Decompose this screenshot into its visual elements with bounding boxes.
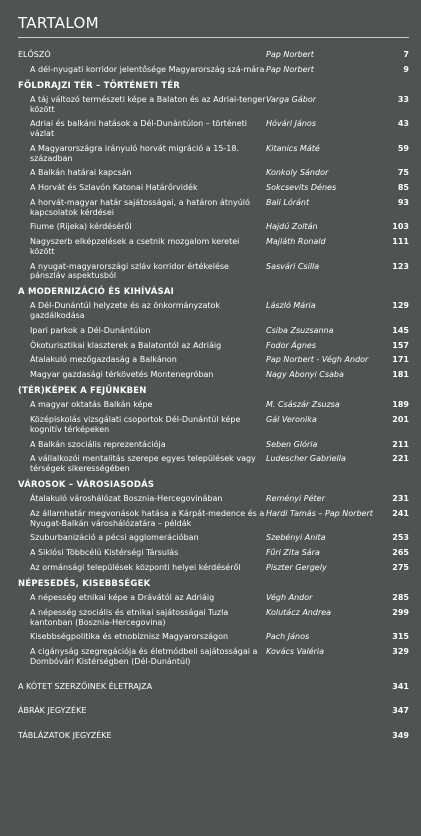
toc-entry-title: Szuburbanizáció a pécsi agglomerációban (30, 533, 199, 543)
toc-entry-page: 157 (392, 340, 409, 350)
toc-entry-page: 129 (392, 301, 409, 311)
toc-entry-author: Sokcsevits Dénes (266, 183, 337, 193)
toc-entry-author: Nagy Abonyi Csaba (266, 370, 344, 380)
toc-entry-title: Az ormánsági települések központi helyei kérdéséről (30, 562, 241, 572)
toc-section-heading: NÉPESEDÉS, KISEBBSÉGEK (18, 578, 151, 589)
toc-entry[interactable] (18, 563, 409, 573)
toc-entry[interactable] (18, 494, 409, 504)
toc-entry-title: A Siklósi Többcélú Kistérségi Társulás (30, 548, 179, 558)
toc-entry-author: Pap Norbert (266, 64, 314, 74)
toc-entry-author: Majláth Ronald (266, 237, 326, 247)
toc-section (18, 579, 409, 667)
toc-entry-title: A horvát-magyar határ sajátosságai, a határon átnyúló kapcsolatok kérdései (30, 197, 250, 217)
toc-entry[interactable] (18, 183, 409, 193)
toc-entry-title: A nyugat-magyarországi szláv korridor értékelése pánszláv aspektusból (30, 261, 229, 281)
toc-entry-title: A Magyarországra irányuló horvát migráció a 15-18. században (30, 143, 240, 163)
toc-entry-title: Középiskolás vizsgálati csoportok Dél-Dunántúl képe kognitív térképeken (30, 415, 241, 434)
toc-entry-page: 299 (392, 607, 409, 617)
toc-entry-author: Bali Lóránt (266, 197, 310, 207)
toc-entry-author: Gál Veronika (266, 415, 317, 425)
toc-entry-author: Hardi Tamás – Pap Norbert (266, 508, 373, 518)
toc-entry[interactable] (18, 222, 409, 232)
toc-entry-author: M. Császár Zsuzsa (266, 400, 340, 410)
toc-entry[interactable] (18, 168, 409, 178)
toc-entry[interactable] (18, 400, 409, 410)
toc-entry-title: A táj változó természeti képe a Balaton és az Adriai-tenger között (30, 94, 266, 114)
toc-entry-author: Hóvári János (266, 119, 316, 129)
toc-entry-page: 85 (397, 183, 409, 193)
toc-entry-author: László Mária (266, 301, 316, 311)
toc-entry[interactable] (18, 647, 409, 667)
toc-entry-page: 265 (392, 548, 409, 558)
toc-entry[interactable] (18, 301, 409, 321)
toc-entry[interactable] (18, 355, 409, 365)
toc-entry-title: Átalakuló mezőgazdaság a Balkánon (30, 355, 177, 365)
toc-entry-title: A népesség szociális és etnikai sajátosságai Tuzla kantonban (Bosznia-Hercegovina) (30, 607, 229, 627)
toc-entry[interactable] (18, 65, 409, 75)
toc-entry[interactable] (18, 119, 409, 139)
toc-entry-title: Az államhatár megvonások hatása a Kárpát-medence és a Nyugat-Balkán városhálózatára – példák (30, 508, 265, 528)
toc-entry-page: 123 (392, 261, 409, 271)
toc-end-title: A KÖTET SZERZŐINEK ÉLETRAJZA (18, 681, 153, 691)
toc-entry[interactable] (18, 533, 409, 543)
toc-entry-title: Magyar gazdasági térkövetés Montenegróban (30, 370, 214, 380)
toc-entry[interactable] (18, 440, 409, 450)
toc-end-title: TÁBLÁZATOK JEGYZÉKE (18, 731, 112, 741)
toc-entry-page: 241 (392, 508, 409, 518)
toc-entry-page: 181 (392, 370, 409, 380)
toc-preface-page: 7 (403, 50, 409, 59)
toc-entry-page: 75 (397, 168, 409, 178)
toc-entry-author: Kolutácz Andrea (266, 607, 332, 617)
toc-entry[interactable] (18, 548, 409, 558)
toc-preface-row[interactable] (18, 50, 409, 60)
toc-entry-title: A cigányság szegregációja és életmódbeli sajátosságai a Dombóvári Kistérségben (Dél-Dunántúl) (30, 647, 258, 666)
toc-end-row[interactable] (18, 682, 409, 692)
toc-entry-author: Varga Gábor (266, 94, 317, 104)
page-title: TARTALOM (18, 14, 99, 32)
toc-entry-author: Piszter Gergely (266, 562, 327, 572)
toc-entry-page: 171 (392, 355, 409, 365)
toc-entry-author: Seben Glória (266, 439, 318, 449)
toc-entry-page: 285 (392, 593, 409, 603)
toc-entry[interactable] (18, 198, 409, 218)
toc-entry-page: 253 (392, 533, 409, 543)
toc-entry[interactable] (18, 415, 409, 435)
toc-entry[interactable] (18, 262, 409, 282)
toc-entry-page: 103 (392, 222, 409, 232)
toc-entry-title: A Balkán határai kapcsán (30, 168, 132, 178)
toc-entry[interactable] (18, 144, 409, 164)
toc-entry-page: 275 (392, 562, 409, 572)
toc-section (18, 480, 409, 573)
toc-end-page: 341 (392, 681, 409, 691)
toc-entry-page: 111 (392, 237, 409, 247)
toc-entry-page: 59 (397, 143, 409, 153)
toc-entry[interactable] (18, 593, 409, 603)
toc-entry[interactable] (18, 454, 409, 474)
toc-section-heading: FÖLDRAJZI TÉR – TÖRTÉNETI TÉR (18, 80, 180, 91)
toc-end-title: ÁBRÁK JEGYZÉKE (18, 706, 87, 716)
toc-entry-title: A magyar oktatás Balkán képe (30, 400, 153, 410)
toc-entry-author: Csiba Zsuzsanna (266, 325, 334, 335)
toc-end-row[interactable] (18, 731, 409, 741)
toc-entry[interactable] (18, 509, 409, 529)
toc-preface-title: ELŐSZÓ (18, 50, 51, 59)
toc-entry-author: Sasvári Csilla (266, 261, 320, 271)
title-divider (18, 37, 409, 38)
toc-section (18, 81, 409, 282)
toc-end-page: 347 (392, 706, 409, 716)
toc-entry-author: Fodor Ágnes (266, 340, 317, 350)
toc-entry-page: 189 (392, 400, 409, 410)
toc-entry-title: Adriai és balkáni hatások a Dél-Dunántúlon – történeti vázlat (30, 119, 248, 139)
toc-entry-page: 145 (392, 325, 409, 335)
toc-section (18, 287, 409, 380)
toc-entry-title: Ipari parkok a Dél-Dunántúlon (30, 325, 151, 335)
toc-section (18, 386, 409, 474)
toc-entry[interactable] (18, 95, 409, 115)
toc-entry-title: Nagyszerb elképzelések a csetnik mozgalom keretei között (30, 237, 240, 256)
toc-section-heading: A MODERNIZÁCIÓ ÉS KIHÍVÁSAI (18, 287, 174, 298)
toc-entry-title: A vállalkozói mentalitás szerepe egyes települések vagy térségek sikerességében (30, 454, 256, 474)
toc-entry-page: 231 (392, 494, 409, 504)
toc-section-heading: (TÉR)KÉPEK A FEJÜNKBEN (18, 385, 147, 396)
toc-entry-page: 33 (397, 94, 409, 104)
toc-entry-author: Kitanics Máté (266, 143, 320, 153)
toc-entry-author: Pap Norbert - Végh Andor (266, 355, 369, 365)
toc-entry-author: Fűri Zita Sára (266, 548, 320, 558)
toc-entry-title: Ökoturisztikai klaszterek a Balatontól az Adriáig (30, 340, 222, 350)
toc-preface-author: Pap Norbert (266, 50, 314, 59)
toc-entry-title: A dél-nyugati korridor jelentősége Magyarország szá-mára (30, 64, 265, 74)
toc-section-heading: VÁROSOK – VÁROSIASODÁS (18, 479, 155, 490)
toc-entry-page: 93 (397, 197, 409, 207)
toc-entry-author: Ludescher Gabriella (266, 454, 346, 464)
toc-entry[interactable] (18, 608, 409, 628)
toc-entry[interactable] (18, 632, 409, 642)
toc-entry-title: A Dél-Dunántúl helyzete és az önkormányzatok gazdálkodása (30, 301, 221, 321)
toc-entry-title: A Horvát és Szlavón Katonai Határőrvidék (30, 183, 198, 193)
toc-entry-page: 221 (392, 454, 409, 464)
toc-entry-title: A Balkán szociális reprezentációja (30, 439, 166, 449)
toc-entry-title: Fiume (Rijeka) kérdéséről (30, 222, 132, 232)
toc-entry-author: Konkoly Sándor (266, 168, 329, 178)
toc-entry[interactable] (18, 341, 409, 351)
toc-entry-page: 315 (392, 632, 409, 642)
toc-entry-author: Kovács Valéria (266, 647, 325, 657)
toc-entry[interactable] (18, 237, 409, 257)
toc-entry-author: Hajdú Zoltán (266, 222, 318, 232)
toc-entry-author: Pach János (266, 632, 310, 642)
toc-entry-title: Kisebbségpolitika és etnobiznisz Magyarországon (30, 632, 229, 642)
table-of-contents (18, 50, 409, 741)
toc-entry[interactable] (18, 370, 409, 380)
toc-entry-page: 43 (397, 119, 409, 129)
toc-entry-author: Reményi Péter (266, 494, 325, 504)
toc-entry-title: A népesség etnikai képe a Drávától az Adriáig (30, 593, 215, 603)
toc-end-row[interactable] (18, 706, 409, 716)
toc-entry-author: Végh Andor (266, 593, 313, 603)
toc-entry-author: Szebényi Anita (266, 533, 326, 543)
toc-entry-page: 211 (392, 439, 409, 449)
toc-entry[interactable] (18, 326, 409, 336)
toc-entry-title: Átalakuló városhálózat Bosznia-Hercegovinában (30, 494, 223, 504)
toc-entry-page: 201 (392, 415, 409, 425)
toc-end-page: 349 (392, 731, 409, 741)
toc-entry-page: 329 (392, 647, 409, 657)
toc-entry-page: 9 (403, 64, 409, 74)
